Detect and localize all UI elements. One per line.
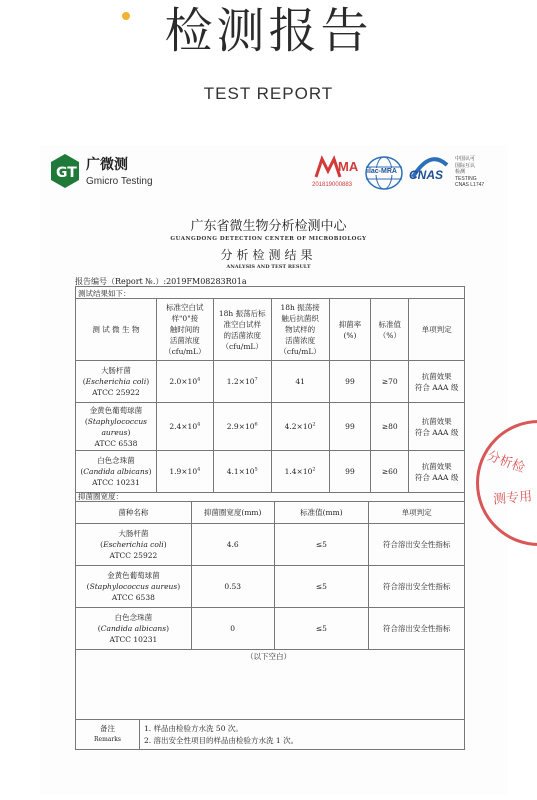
header-standard: 标准值(mm) [274,502,369,524]
table-row [76,361,465,403]
control-zero-value: $1.9\times 10^4$ [156,451,213,493]
judge-line: 抗菌效果 [421,416,452,426]
strain-name-cn: 金黄色葡萄球菌 [89,405,143,415]
judge-value: 符合溶出安全性指标 [369,524,465,566]
strain-name-latin: (Staphylococcus aureus) [86,582,181,591]
control-18h-value: $2.9\times 10^6$ [213,403,271,451]
header-line: 标准空白试 [166,303,204,312]
standard-value: ≥60 [371,451,409,493]
table-row [76,608,465,650]
latin-name: Candida albicans [100,624,167,633]
header-judge: 单项判定 [369,502,465,524]
remarks-label-cell [76,720,140,749]
svg-text:GT: GT [56,165,77,181]
latin-name: Escherichia coli [103,540,164,549]
judge-value [409,451,465,493]
header-line: （%） [378,330,401,340]
cnas-caption-2: 国际互认 [455,162,476,169]
rate-value: 99 [329,403,371,451]
cnas-caption-5: CNAS L1747 [455,182,485,188]
table-row [76,524,465,566]
latin-name: Staphylococcus aureus [89,582,178,591]
page-title: 检测报告 [164,3,373,59]
latin-name: Candida albicans [83,467,149,476]
judge-value [409,403,465,451]
result-title: 分析检测结果 [220,248,317,262]
header-line: 活菌浓度 [169,336,200,345]
center-name-en: GUANGDONG DETECTION CENTER OF MICROBIOLOGY [170,236,367,242]
latin-name: Escherichia coli [85,377,147,386]
section1-label: 测试结果如下： [78,289,131,298]
strain-atcc: ATCC 25922 [92,388,140,397]
cma-logo [312,155,360,189]
judge-value: 符合溶出安全性指标 [369,566,465,608]
header-control-zero [156,299,213,361]
result-title-en: ANALYSIS AND TEST RESULT [226,264,311,270]
control-zero-value: $2.4\times 10^4$ [156,403,213,451]
judge-line: 抗菌效果 [421,461,452,471]
header-width: 抑菌圈宽度(mm) [191,502,274,524]
brand-name-en: Gmicro Testing [86,176,153,187]
antibacterial-table [75,298,465,493]
header-line: 18h 振荡接 [280,303,320,312]
header-line: 的活菌浓度 [223,330,261,340]
sample-18h-value: $4.2\times 10^2$ [271,403,329,451]
brand-name: 广微测 [86,157,128,173]
strain-name-latin: (Escherichia coli) [82,377,150,386]
header-line: 物试样的 [285,325,316,334]
table-row [76,566,465,608]
strain-cell [76,361,157,403]
strain-cell [76,524,192,566]
report-number-value: 2019FM08283R01a [166,277,247,286]
remarks-content [144,723,298,747]
table-header-row [76,502,465,524]
ilac-logo [363,155,405,189]
header-standard [371,299,409,361]
cnas-caption-1: 中国认可 [455,156,476,162]
report-number-label: 报告编号（Report №.）: [75,277,167,286]
strain-name-cn: 白色念珠菌 [97,456,135,465]
strain-name-cn: 大肠杆菌 [100,366,131,375]
header-line: 触时间的 [169,325,200,334]
remarks-label: 备注 [100,724,115,733]
table-row [76,403,465,451]
header-rate [329,299,371,361]
strain-cell [76,403,157,451]
header-line: （cfu/mL） [164,347,206,356]
judge-value: 符合溶出安全性指标 [369,608,465,650]
header-line: 标准值 [378,319,402,329]
cnas-logo [409,155,451,189]
strain-atcc: ATCC 10231 [92,478,140,487]
header-line: 抑菌率 [338,319,362,329]
strain-cell [76,566,192,608]
cnas-caption-4: TESTING [455,175,477,182]
header-line: 18h 振荡后标 [218,308,266,318]
standard-value: ≤5 [274,608,369,650]
remarks-label-en: Remarks [94,736,121,743]
judge-line: 符合 AAA 级 [414,472,459,482]
page-subtitle: TEST REPORT [203,84,334,103]
strain-atcc: ATCC 6538 [94,438,138,448]
latin-name: aureus [101,427,128,437]
judge-line: 符合 AAA 级 [414,382,459,392]
judge-line: 抗菌效果 [421,371,452,381]
header-sample-18h [271,299,329,361]
strain-name-latin-2: aureus) [101,427,131,437]
header-line: 准空白试样 [223,319,261,329]
strain-atcc: ATCC 10231 [109,635,158,644]
gmicro-logo-icon [50,153,80,189]
latin-name: Staphylococcus [87,416,147,426]
judge-line: 符合 AAA 级 [414,427,459,437]
strain-name-cn: 大肠杆菌 [118,529,149,538]
cma-text: MA [338,159,359,174]
rate-value: 99 [329,361,371,403]
width-value: 4.6 [191,524,274,566]
rate-value: 99 [329,451,371,493]
strain-name-latin: (Staphylococcus [84,416,147,426]
blank-note: （以下空白） [246,652,291,661]
control-18h-value: $4.1\times 10^5$ [213,451,271,493]
header-line: （cfu/mL） [279,347,321,356]
strain-name-latin: (Candida albicans) [80,467,152,476]
stamp-text-2: 测专用 [492,489,533,508]
table-header-row [76,299,465,361]
judge-value [409,361,465,403]
remarks-line-1: 1. 样品由检验方水洗 50 次。 [144,724,243,733]
center-name: 广东省微生物分析检测中心 [190,219,347,234]
strain-cell [76,451,157,493]
inhibition-zone-table [75,501,465,650]
standard-value: ≤5 [274,566,369,608]
ilac-text: ilac-MRA [367,168,397,175]
header-line: (%) [343,330,357,340]
control-zero-value: $2.0\times 10^4$ [156,361,213,403]
remarks-line-2: 2. 溶出安全性项目的样品由检验方水洗 1 次。 [144,736,299,745]
standard-value: ≥80 [371,403,409,451]
stamp-text-1: 分析检 [484,448,527,477]
header-strain: 菌种名称 [76,502,192,524]
control-18h-value: $1.2\times 10^7$ [213,361,271,403]
section2-label: 抑菌圈宽度： [78,492,123,501]
width-value: 0 [191,608,274,650]
sample-18h-value: 41 [271,361,329,403]
strain-name-cn: 金黄色葡萄球菌 [107,571,160,580]
cma-number: 201819000883 [312,182,353,188]
header-line: 活菌浓度 [285,336,316,345]
strain-atcc: ATCC 25922 [109,551,158,560]
strain-atcc: ATCC 6538 [111,593,155,602]
cnas-text: CNAS [409,168,444,182]
standard-value: ≥70 [371,361,409,403]
strain-name-cn: 白色念珠菌 [114,613,153,622]
standard-value: ≤5 [274,524,369,566]
strain-name-latin: (Escherichia coli) [100,540,167,549]
header-line: （cfu/mL） [221,341,263,351]
strain-cell [76,608,192,650]
header-strain: 测 试 微 生 物 [76,299,157,361]
header-line: 样"0"接 [171,314,199,323]
header-judge: 单项判定 [409,299,465,361]
strain-name-latin: (Candida albicans) [97,624,169,633]
remarks-box [75,719,465,750]
table-row [76,451,465,493]
cnas-caption [455,156,484,189]
header-line: 触后抗菌织 [281,314,319,323]
width-value: 0.53 [191,566,274,608]
cnas-caption-3: 检测 [455,169,466,175]
sample-18h-value: $1.4\times 10^2$ [271,451,329,493]
header-control-18h [213,299,271,361]
